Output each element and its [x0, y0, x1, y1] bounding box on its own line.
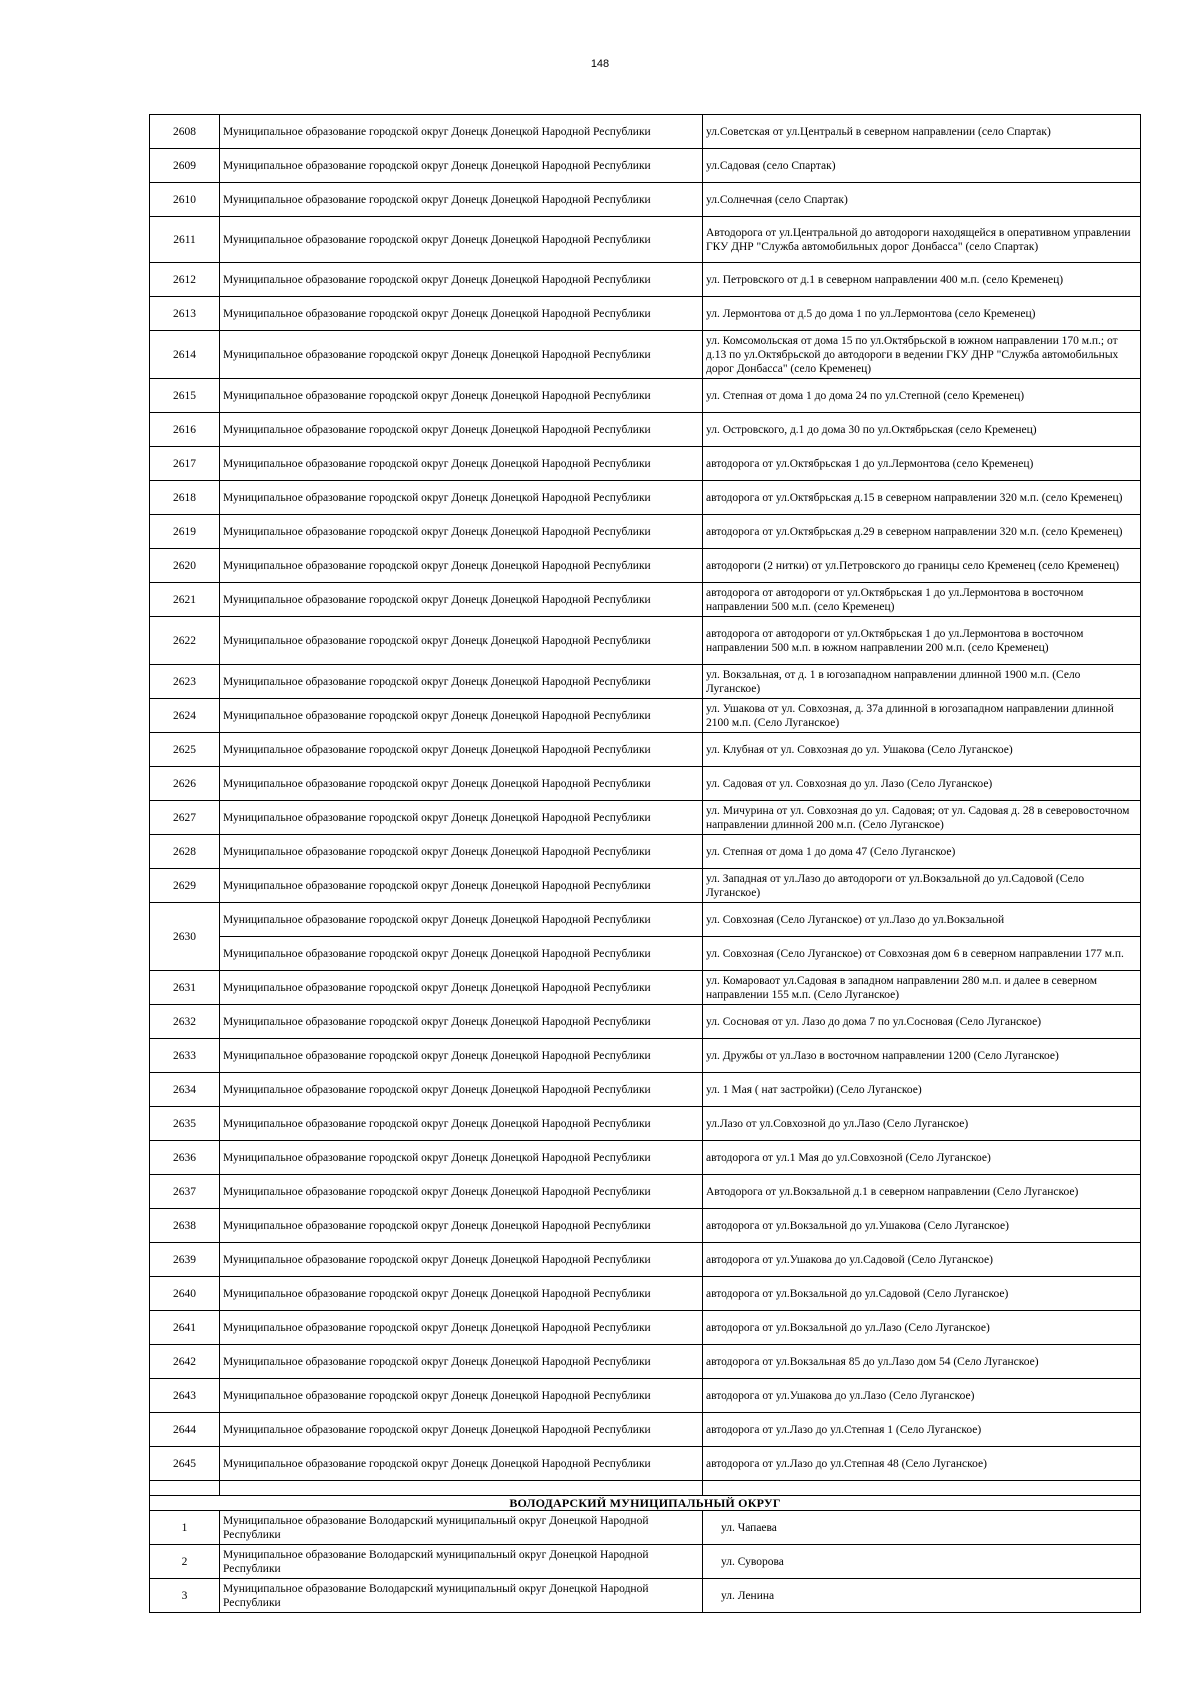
- blank-cell: [220, 1481, 703, 1496]
- table-row: [150, 617, 1141, 665]
- row-number: 2628: [150, 835, 220, 869]
- row-description: ул. Комароваот ул.Садовая в западном направлении 280 м.п. и далее в северном направлении 155 м.п. (Село Луганское): [703, 971, 1141, 1005]
- row-organization: Муниципальное образование городской округ Донецк Донецкой Народной Республики: [220, 1379, 703, 1413]
- table-row: [150, 379, 1141, 413]
- row-description: ул. Степная от дома 1 до дома 24 по ул.Степной (село Кременец): [703, 379, 1141, 413]
- row-number: 2615: [150, 379, 220, 413]
- row-description: ул. Садовая от ул. Совхозная до ул. Лазо (Село Луганское): [703, 767, 1141, 801]
- row-organization: Муниципальное образование городской округ Донецк Донецкой Народной Республики: [220, 183, 703, 217]
- row-description: ул. Ушакова от ул. Совхозная, д. 37а длинной в югозападном направлении длинной 2100 м.п. (Село Луганское): [703, 699, 1141, 733]
- table-row: [150, 835, 1141, 869]
- row-organization: Муниципальное образование городской округ Донецк Донецкой Народной Республики: [220, 1413, 703, 1447]
- row-organization: Муниципальное образование городской округ Донецк Донецкой Народной Республики: [220, 1277, 703, 1311]
- row-number: 2621: [150, 583, 220, 617]
- section-title: ВОЛОДАРСКИЙ МУНИЦИПАЛЬНЫЙ ОКРУГ: [150, 1496, 1141, 1511]
- row-organization: Муниципальное образование городской округ Донецк Донецкой Народной Республики: [220, 149, 703, 183]
- row-description: ул. Чапаева: [703, 1511, 1141, 1545]
- row-number: 2641: [150, 1311, 220, 1345]
- row-organization: Муниципальное образование городской округ Донецк Донецкой Народной Республики: [220, 617, 703, 665]
- blank-cell: [150, 1481, 220, 1496]
- row-number: 2632: [150, 1005, 220, 1039]
- row-description: автодорога от ул.Вокзальной до ул.Лазо (Село Луганское): [703, 1311, 1141, 1345]
- row-organization: Муниципальное образование городской округ Донецк Донецкой Народной Республики: [220, 413, 703, 447]
- row-description: ул. Петровского от д.1 в северном направлении 400 м.п. (село Кременец): [703, 263, 1141, 297]
- row-organization: Муниципальное образование городской округ Донецк Донецкой Народной Республики: [220, 699, 703, 733]
- row-organization: Муниципальное образование городской округ Донецк Донецкой Народной Республики: [220, 1311, 703, 1345]
- row-number: 2625: [150, 733, 220, 767]
- row-organization: Муниципальное образование городской округ Донецк Донецкой Народной Республики: [220, 733, 703, 767]
- row-organization: Муниципальное образование городской округ Донецк Донецкой Народной Республики: [220, 835, 703, 869]
- table-row: [150, 1141, 1141, 1175]
- row-description: автодорога от ул.Вокзальной до ул.Ушакова (Село Луганское): [703, 1209, 1141, 1243]
- table-row: [150, 665, 1141, 699]
- row-description: ул. Дружбы от ул.Лазо в восточном направлении 1200 (Село Луганское): [703, 1039, 1141, 1073]
- row-number: 2633: [150, 1039, 220, 1073]
- row-number: 2626: [150, 767, 220, 801]
- table-row: [150, 767, 1141, 801]
- table-row: [150, 149, 1141, 183]
- row-organization: Муниципальное образование городской округ Донецк Донецкой Народной Республики: [220, 1345, 703, 1379]
- row-description: ул.Садовая (село Спартак): [703, 149, 1141, 183]
- row-number: 2608: [150, 115, 220, 149]
- row-number: 2619: [150, 515, 220, 549]
- row-number: 2643: [150, 1379, 220, 1413]
- row-organization: Муниципальное образование городской округ Донецк Донецкой Народной Республики: [220, 1243, 703, 1277]
- row-number: 2617: [150, 447, 220, 481]
- table-row: [150, 297, 1141, 331]
- table-row: [150, 971, 1141, 1005]
- row-organization: Муниципальное образование Володарский муниципальный округ Донецкой Народной Республики: [220, 1545, 703, 1579]
- row-number: 2638: [150, 1209, 220, 1243]
- row-organization: Муниципальное образование городской округ Донецк Донецкой Народной Республики: [220, 1209, 703, 1243]
- row-number: 2614: [150, 331, 220, 379]
- blank-cell: [703, 1481, 1141, 1496]
- row-organization: Муниципальное образование городской округ Донецк Донецкой Народной Республики: [220, 515, 703, 549]
- row-description: автодорога от ул.Ушакова до ул.Садовой (Село Луганское): [703, 1243, 1141, 1277]
- row-description: ул. Совхозная (Село Луганское) от Совхозная дом 6 в северном направлении 177 м.п.: [703, 937, 1141, 971]
- row-description: Автодорога от ул.Центральной до автодороги находящейся в оперативном управлении ГКУ ДНР "Служба автомобильных дорог Донбасса" (село Спартак): [703, 217, 1141, 263]
- table-row: [150, 801, 1141, 835]
- row-number: 2610: [150, 183, 220, 217]
- row-description: ул. Совхозная (Село Луганское) от ул.Лазо до ул.Вокзальной: [703, 903, 1141, 937]
- row-organization: Муниципальное образование городской округ Донецк Донецкой Народной Республики: [220, 971, 703, 1005]
- row-organization: Муниципальное образование городской округ Донецк Донецкой Народной Республики: [220, 583, 703, 617]
- row-organization: Муниципальное образование городской округ Донецк Донецкой Народной Республики: [220, 331, 703, 379]
- table-row: [150, 1073, 1141, 1107]
- blank-row: [150, 1481, 1141, 1496]
- row-description: ул. Лермонтова от д.5 до дома 1 по ул.Лермонтова (село Кременец): [703, 297, 1141, 331]
- row-organization: Муниципальное образование городской округ Донецк Донецкой Народной Республики: [220, 937, 703, 971]
- row-description: автодорога от автодороги от ул.Октябрьская 1 до ул.Лермонтова в восточном направлении 500 м.п. (село Кременец): [703, 583, 1141, 617]
- row-number: 2609: [150, 149, 220, 183]
- row-organization: Муниципальное образование городской округ Донецк Донецкой Народной Республики: [220, 869, 703, 903]
- table-row: [150, 413, 1141, 447]
- row-organization: Муниципальное образование городской округ Донецк Донецкой Народной Республики: [220, 1175, 703, 1209]
- row-organization: Муниципальное образование городской округ Донецк Донецкой Народной Республики: [220, 379, 703, 413]
- row-organization: Муниципальное образование городской округ Донецк Донецкой Народной Республики: [220, 801, 703, 835]
- row-number: 2639: [150, 1243, 220, 1277]
- table-row: [150, 263, 1141, 297]
- table-row: [150, 733, 1141, 767]
- row-organization: Муниципальное образование городской округ Донецк Донецкой Народной Республики: [220, 903, 703, 937]
- table-row: [150, 1277, 1141, 1311]
- row-description: ул. Вокзальная, от д. 1 в югозападном направлении длинной 1900 м.п. (Село Луганское): [703, 665, 1141, 699]
- table-row: [150, 1039, 1141, 1073]
- row-description: ул. Сосновая от ул. Лазо до дома 7 по ул.Сосновая (Село Луганское): [703, 1005, 1141, 1039]
- row-number: 3: [150, 1579, 220, 1613]
- table-row: [150, 903, 1141, 937]
- row-number: 2613: [150, 297, 220, 331]
- table-row: [150, 515, 1141, 549]
- table-row: [150, 549, 1141, 583]
- section-header-row: [150, 1496, 1141, 1511]
- table-row: [150, 1243, 1141, 1277]
- row-description: ул.Советская от ул.Центральй в северном направлении (село Спартак): [703, 115, 1141, 149]
- row-description: ул. Островского, д.1 до дома 30 по ул.Октябрьская (село Кременец): [703, 413, 1141, 447]
- table-row: [150, 583, 1141, 617]
- row-organization: Муниципальное образование городской округ Донецк Донецкой Народной Республики: [220, 1005, 703, 1039]
- table-row: [150, 481, 1141, 515]
- roads-table: [149, 114, 1141, 1613]
- row-organization: Муниципальное образование городской округ Донецк Донецкой Народной Республики: [220, 1073, 703, 1107]
- row-number: 2635: [150, 1107, 220, 1141]
- row-description: ул. Степная от дома 1 до дома 47 (Село Луганское): [703, 835, 1141, 869]
- row-organization: Муниципальное образование городской округ Донецк Донецкой Народной Республики: [220, 665, 703, 699]
- row-description: ул.Лазо от ул.Совхозной до ул.Лазо (Село Луганское): [703, 1107, 1141, 1141]
- row-description: Автодорога от ул.Вокзальной д.1 в северном направлении (Село Луганское): [703, 1175, 1141, 1209]
- page-number: 148: [590, 58, 610, 70]
- row-description: автодорога от ул.Октябрьская 1 до ул.Лермонтова (село Кременец): [703, 447, 1141, 481]
- row-description: ул. Ленина: [703, 1579, 1141, 1613]
- row-organization: Муниципальное образование городской округ Донецк Донецкой Народной Республики: [220, 1141, 703, 1175]
- row-number: 2637: [150, 1175, 220, 1209]
- table-row: [150, 1311, 1141, 1345]
- row-description: автодороги (2 нитки) от ул.Петровского до границы село Кременец (село Кременец): [703, 549, 1141, 583]
- table-row: [150, 1579, 1141, 1613]
- row-description: ул. Мичурина от ул. Совхозная до ул. Садовая; от ул. Садовая д. 28 в северовосточном направлении длинной 200 м.п. (Село Луганское): [703, 801, 1141, 835]
- table-row: [150, 1379, 1141, 1413]
- row-description: автодорога от ул.Октябрьская д.29 в северном направлении 320 м.п. (село Кременец): [703, 515, 1141, 549]
- row-number: 2630: [150, 903, 220, 971]
- row-number: 2631: [150, 971, 220, 1005]
- table-row: [150, 1209, 1141, 1243]
- row-organization: Муниципальное образование городской округ Донецк Донецкой Народной Республики: [220, 297, 703, 331]
- row-organization: Муниципальное образование городской округ Донецк Донецкой Народной Республики: [220, 1447, 703, 1481]
- table-row: [150, 1413, 1141, 1447]
- row-description: ул. Западная от ул.Лазо до автодороги от ул.Вокзальной до ул.Садовой (Село Луганское): [703, 869, 1141, 903]
- row-description: ул. 1 Мая ( нат застройки) (Село Луганское): [703, 1073, 1141, 1107]
- row-organization: Муниципальное образование Володарский муниципальный округ Донецкой Народной Республики: [220, 1579, 703, 1613]
- table-row: [150, 1345, 1141, 1379]
- table-row: [150, 937, 1141, 971]
- row-organization: Муниципальное образование городской округ Донецк Донецкой Народной Республики: [220, 1039, 703, 1073]
- row-organization: Муниципальное образование городской округ Донецк Донецкой Народной Республики: [220, 481, 703, 515]
- row-number: 2636: [150, 1141, 220, 1175]
- row-organization: Муниципальное образование городской округ Донецк Донецкой Народной Республики: [220, 447, 703, 481]
- table-row: [150, 699, 1141, 733]
- row-number: 2618: [150, 481, 220, 515]
- row-organization: Муниципальное образование городской округ Донецк Донецкой Народной Республики: [220, 263, 703, 297]
- row-number: 2620: [150, 549, 220, 583]
- row-number: 2642: [150, 1345, 220, 1379]
- row-description: ул. Клубная от ул. Совхозная до ул. Ушакова (Село Луганское): [703, 733, 1141, 767]
- row-description: автодорога от ул.Лазо до ул.Степная 1 (Село Луганское): [703, 1413, 1141, 1447]
- row-description: автодорога от ул.Вокзальная 85 до ул.Лазо дом 54 (Село Луганское): [703, 1345, 1141, 1379]
- row-number: 2: [150, 1545, 220, 1579]
- row-description: автодорога от ул.Лазо до ул.Степная 48 (Село Луганское): [703, 1447, 1141, 1481]
- table-row: [150, 1447, 1141, 1481]
- row-number: 2629: [150, 869, 220, 903]
- row-number: 2624: [150, 699, 220, 733]
- row-description: автодорога от ул.Ушакова до ул.Лазо (Село Луганское): [703, 1379, 1141, 1413]
- table-row: [150, 447, 1141, 481]
- row-number: 2640: [150, 1277, 220, 1311]
- table-row: [150, 115, 1141, 149]
- row-number: 2645: [150, 1447, 220, 1481]
- table-row: [150, 1005, 1141, 1039]
- row-organization: Муниципальное образование Володарский муниципальный округ Донецкой Народной Республики: [220, 1511, 703, 1545]
- row-description: ул.Солнечная (село Спартак): [703, 183, 1141, 217]
- table-row: [150, 217, 1141, 263]
- table-row: [150, 183, 1141, 217]
- row-number: 2611: [150, 217, 220, 263]
- row-organization: Муниципальное образование городской округ Донецк Донецкой Народной Республики: [220, 217, 703, 263]
- row-number: 2616: [150, 413, 220, 447]
- row-organization: Муниципальное образование городской округ Донецк Донецкой Народной Республики: [220, 1107, 703, 1141]
- table-row: [150, 1107, 1141, 1141]
- row-number: 1: [150, 1511, 220, 1545]
- row-description: автодорога от ул.Октябрьская д.15 в северном направлении 320 м.п. (село Кременец): [703, 481, 1141, 515]
- row-description: ул. Суворова: [703, 1545, 1141, 1579]
- table-row: [150, 1175, 1141, 1209]
- row-number: 2622: [150, 617, 220, 665]
- table-row: [150, 1545, 1141, 1579]
- row-description: ул. Комсомольская от дома 15 по ул.Октябрьской в южном направлении 170 м.п.; от д.13 по ул.Октябрьской до автодороги в ведении ГКУ ДНР "Служба автомобильных дорог Донбасса" (село Кременец): [703, 331, 1141, 379]
- row-number: 2627: [150, 801, 220, 835]
- table-row: [150, 1511, 1141, 1545]
- row-number: 2644: [150, 1413, 220, 1447]
- row-organization: Муниципальное образование городской округ Донецк Донецкой Народной Республики: [220, 767, 703, 801]
- row-description: автодорога от ул.1 Мая до ул.Совхозной (Село Луганское): [703, 1141, 1141, 1175]
- row-description: автодорога от автодороги от ул.Октябрьская 1 до ул.Лермонтова в восточном направлении 500 м.п. в южном направлении 200 м.п. (село Кременец): [703, 617, 1141, 665]
- row-organization: Муниципальное образование городской округ Донецк Донецкой Народной Республики: [220, 549, 703, 583]
- row-number: 2634: [150, 1073, 220, 1107]
- row-number: 2612: [150, 263, 220, 297]
- row-description: автодорога от ул.Вокзальной до ул.Садовой (Село Луганское): [703, 1277, 1141, 1311]
- table-row: [150, 869, 1141, 903]
- row-number: 2623: [150, 665, 220, 699]
- table-row: [150, 331, 1141, 379]
- row-organization: Муниципальное образование городской округ Донецк Донецкой Народной Республики: [220, 115, 703, 149]
